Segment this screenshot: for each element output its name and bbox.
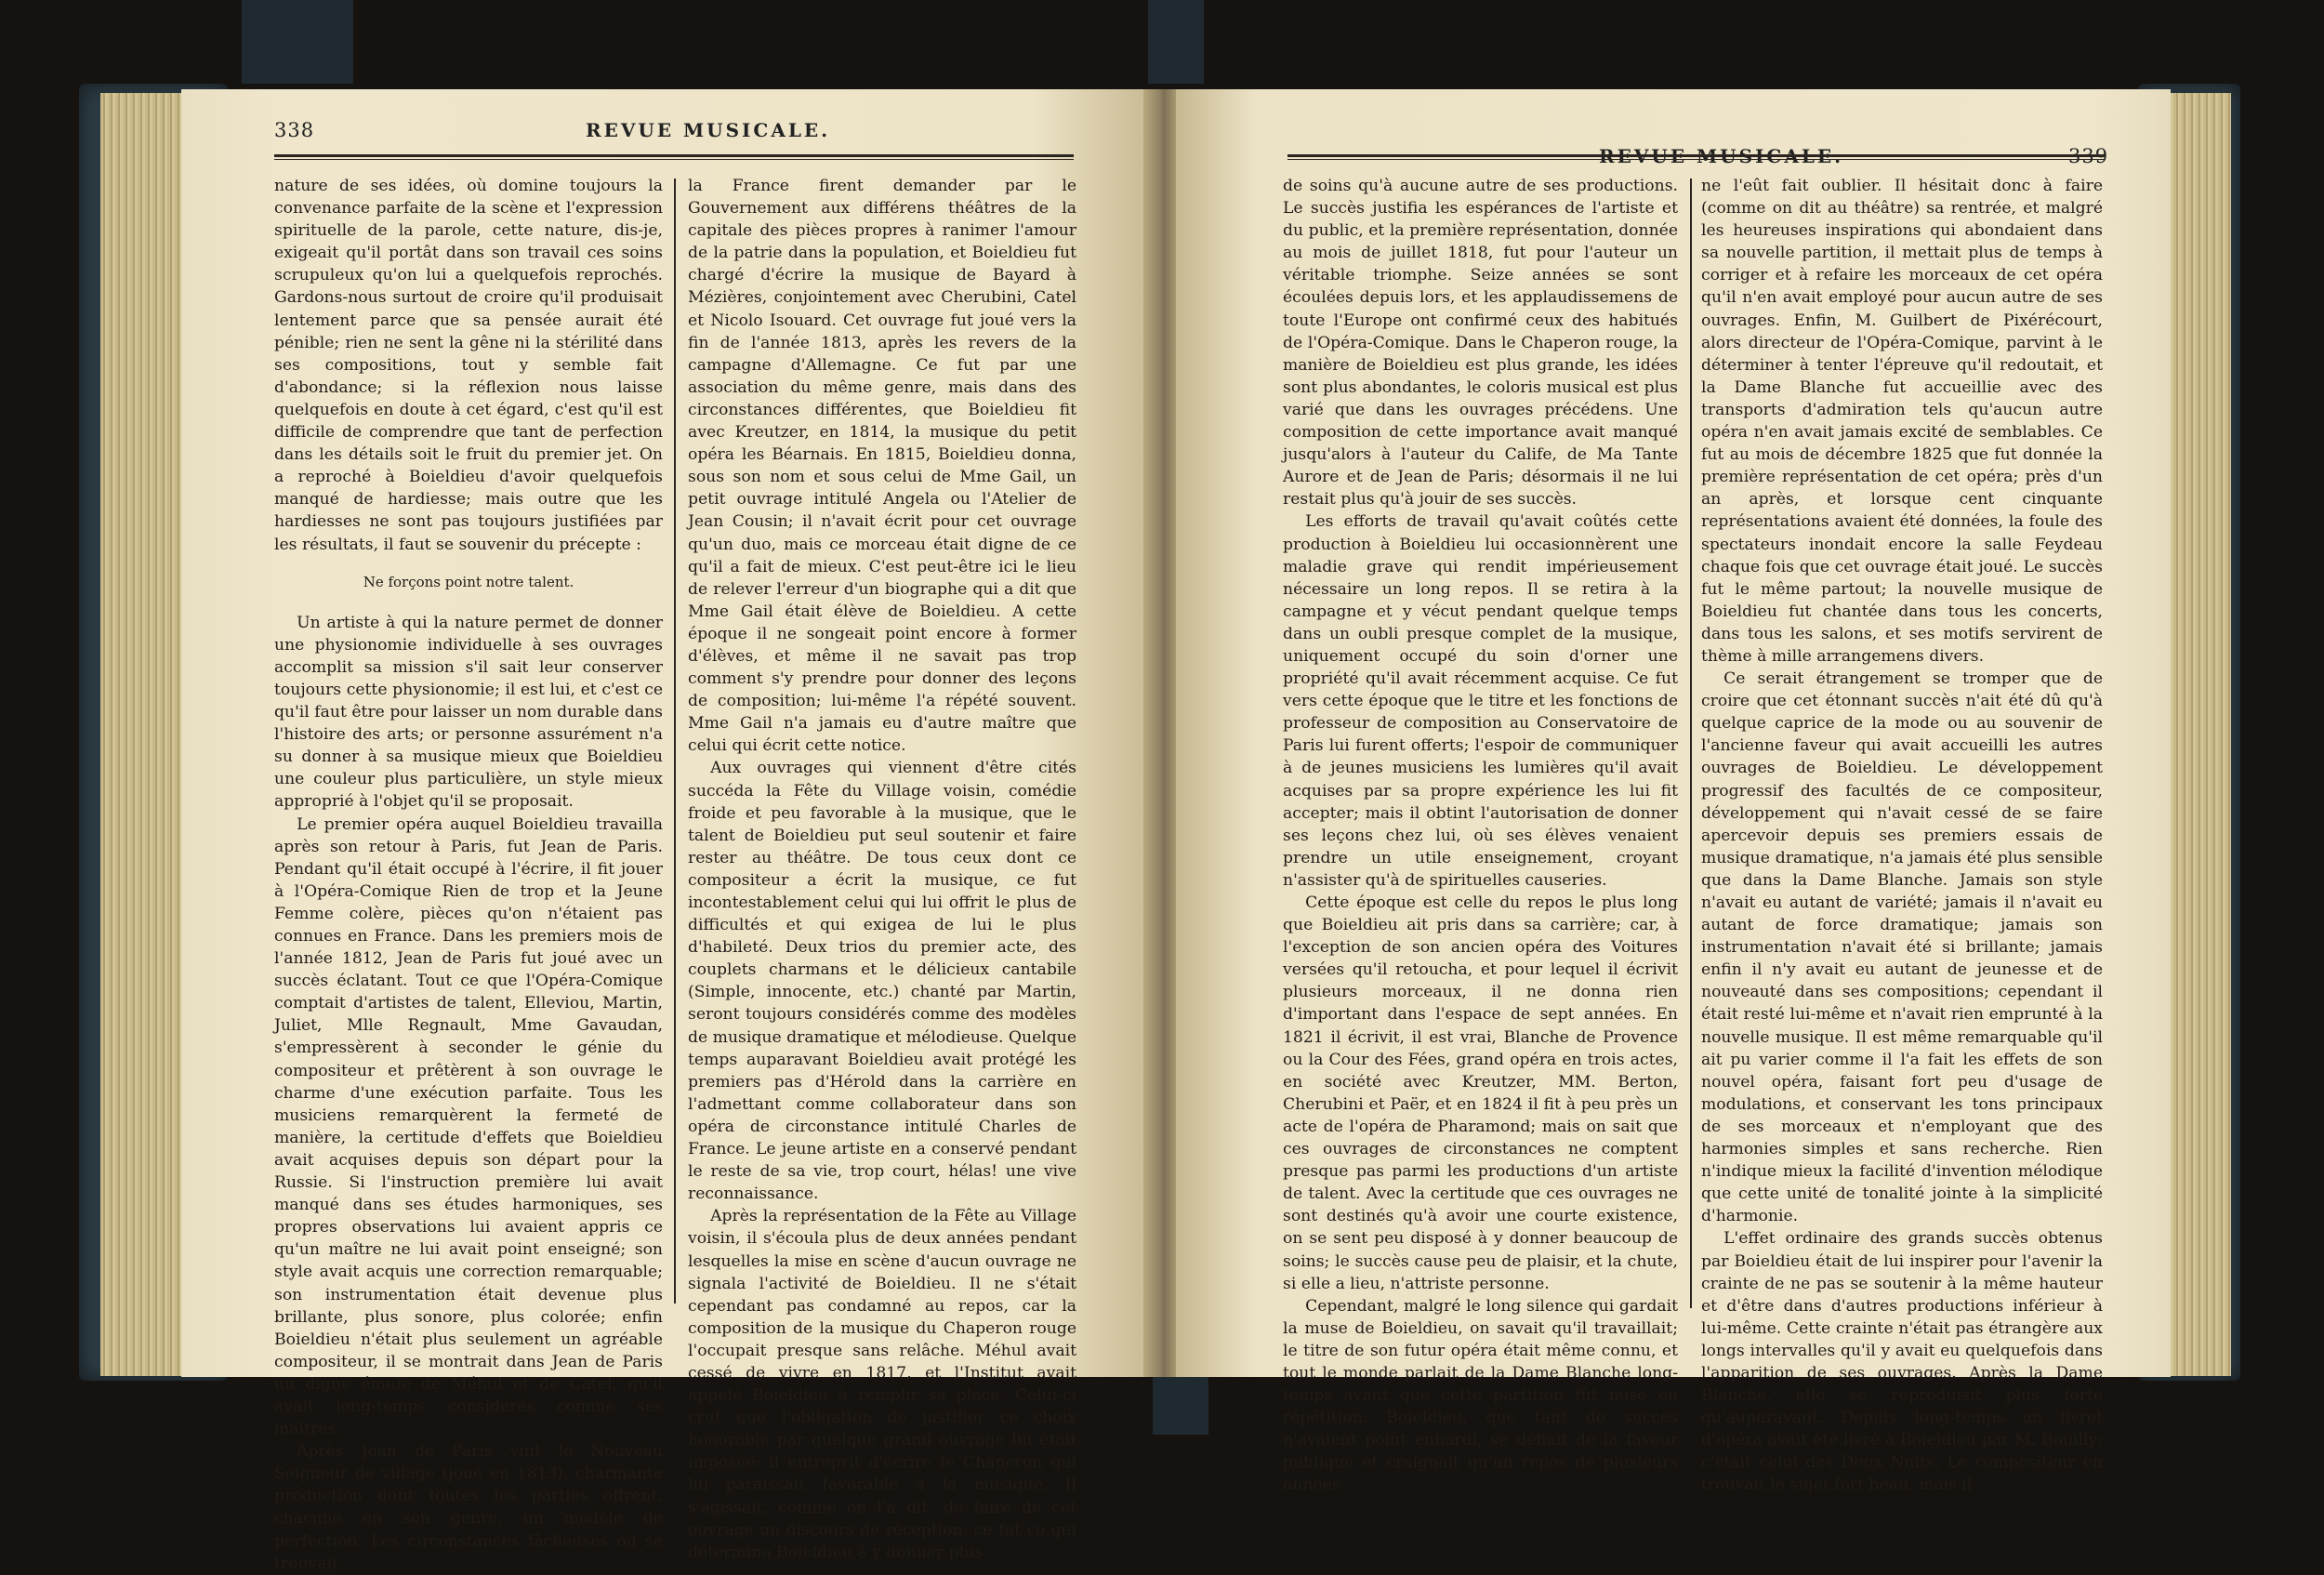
background-tape-center xyxy=(1148,0,1204,84)
right-column-1 xyxy=(1283,175,1678,1497)
right-page-header xyxy=(1176,115,2171,167)
left-page xyxy=(181,89,1148,1573)
quotation: Ne forçons point notre talent. xyxy=(363,573,574,590)
right-column-divider xyxy=(1690,179,1692,1308)
background-tape-bottom xyxy=(1153,1376,1208,1435)
paragraph: de soins qu'à aucune autre de ses productions. Le succès justifia les espérances de l'artiste et du public, et la première représentation, donnée au mois de juillet 1818, fut pour l'auteur un véritable triomphe. Seize années se sont écoulées depuis lors, et les applaudissemens de toute l'Europe ont confirmé ceux des habitués de l'Opéra-Comique. Dans le Chaperon rouge, la manière de Boieldieu est plus grande, les idées sont plus abondantes, le coloris musical est plus varié que dans les ouvrages précédens. Une composition de cette importance avait manqué jusqu'alors à l'auteur du Calife, de Ma Tante Aurore et de Jean de Paris; désormais il ne lui restait plus qu'à jouir de ses succès. xyxy=(1283,177,1678,510)
left-column-2 xyxy=(688,175,1076,1564)
page-edges-right xyxy=(2166,93,2231,1376)
page-edges-left xyxy=(100,93,184,1376)
paragraph: Ce serait étrangement se tromper que de croire que cet étonnant succès n'ait été dû qu'à quelque caprice de la mode ou au souvenir de l'ancienne faveur qui avait accueilli les autres ouvrages de Boieldieu. Le développement progressif des facultés de ce compositeur, développement qui n'avait cessé de se faire apercevoir depuis ses premiers essais de musique dramatique, n'a jamais été plus sensible que dans la Dame Blanche. Jamais son style n'avait eu autant de variété; jamais il n'avait eu autant de force dramatique; jamais son instrumentation n'avait été si brillante; jamais enfin il n'y avait eu autant de jeunesse et de nouveauté dans ses compositions; cependant il était resté lui-même et n'avait rien emprunté à la nouvelle musique. Il est même remarquable qu'il ait pu varier comme il l'a fait les effets de son nouvel opéra, faisant fort peu d'usage de modulations, et conservant les tons principaux de ses morceaux et n'employant que des harmonies simples et sans recherche. Rien n'indique mieux la facilité d'invention mélodique que cette unité de tonalité jointe à la simplicité d'harmonie. xyxy=(1701,669,2103,1226)
paragraph: la France firent demander par le Gouvernement aux différens théâtres de la capitale des pièces propres à ranimer l'amour de la patrie dans la population, et Boieldieu fut chargé d'écrire la musique de Bayard à Mézières, conjointement avec Cherubini, Catel et Nicolo Isouard. Cet ouvrage fut joué vers la fin de l'année 1813, après les revers de la campagne d'Allemagne. Ce fut par une association du même genre, mais dans des circonstances différentes, que Boieldieu fit avec Kreutzer, en 1814, la musique du petit opéra les Béarnais. En 1815, Boieldieu donna, sous son nom et sous celui de Mme Gail, un petit ouvrage intitulé Angela ou l'Atelier de Jean Cousin; il n'avait écrit pour cet ouvrage qu'un duo, mais ce morceau était digne de ce qu'il a fait de mieux. C'est peut-être ici le lieu de relever l'erreur d'un biographe qui a dit que Mme Gail était élève de Boieldieu. A cette époque il ne songeait point encore à former d'élèves, et même il ne savait pas trop comment s'y prendre pour donner des leçons de composition; lui-même l'a répété souvent. Mme Gail n'a jamais eu d'autre maître que celui qui écrit cette notice. xyxy=(688,177,1076,756)
book-gutter xyxy=(1143,89,1181,1377)
left-column-divider xyxy=(674,179,676,1304)
paragraph: Un artiste à qui la nature permet de donner une physionomie individuelle à ses ouvrages accomplit sa mission s'il sait leur conserver toujours cette physionomie; il est lui, et c'est ce qu'il faut être pour laisser un nom durable dans l'histoire des arts; or personne assurément n'a su donner à sa musique mieux que Boieldieu une couleur plus particulière, un style mieux approprié à l'objet qu'il se proposait. xyxy=(274,613,663,812)
paragraph: nature de ses idées, où domine toujours la convenance parfaite de la scène et l'expression spirituelle de la parole, cette nature, dis-je, exigeait qu'il portât dans son travail ces soins scrupuleux qu'on lui a quelquefois reprochés. Gardons-nous surtout de croire qu'il produisait lentement parce que sa pensée aurait été pénible; rien ne sent la gêne ni la stérilité dans ses compositions, tout y semble fait d'abondance; si la réflexion nous laisse quelquefois en doute à cet égard, c'est qu'il est difficile de comprendre que tant de perfection dans les détails soit le fruit du premier jet. On a reproché à Boieldieu d'avoir quelquefois manqué de hardiesse; mais outre que les hardiesses ne sont pas toujours justifiées par les résultats, il faut se souvenir du précepte : xyxy=(274,177,663,554)
right-running-title: REVUE MUSICALE. xyxy=(1599,145,1844,167)
left-page-number: 338 xyxy=(274,119,315,141)
paragraph: Après la représentation de la Fête au Village voisin, il s'écoula plus de deux années pendant lesquelles la mise en scène d'aucun ouvrage ne signala l'activité de Boieldieu. Il ne s'était cependant pas condamné au repos, car la composition de la musique du Chaperon rouge l'occupait presque sans relâche. Méhul avait cessé de vivre en 1817, et l'Institut avait appelé Boieldieu à remplir sa place. Celui-ci crut que l'obligation de justifier ce choix honorable par quelque grand ouvrage lui était imposée; il entreprit d'écrire le Chaperon qui lui paraissait favorable à la musique. Il s'agissait, comme on l'a dit, de faire de cet ouvrage un discours de réception; ce fut ce qui détermina Boieldieu à y donner plus xyxy=(688,1207,1076,1562)
right-column-2 xyxy=(1701,175,2103,1497)
right-page-number: 339 xyxy=(2068,145,2109,167)
paragraph: ne l'eût fait oublier. Il hésitait donc à faire (comme on dit au théâtre) sa rentrée, et malgré les heureuses inspirations qui abondaient dans sa nouvelle partition, il mettait plus de temps à corriger et à refaire les morceaux de cet opéra qu'il n'en avait employé pour aucun autre de ses ouvrages. Enfin, M. Guilbert de Pixérécourt, alors directeur de l'Opéra-Comique, parvint à le déterminer à tenter l'épreuve qu'il redoutait, et la Dame Blanche fut accueillie avec des transports d'admiration tels qu'aucun autre opéra n'en avait jamais excité de semblables. Ce fut au mois de décembre 1825 que fut donnée la première représentation de cet opéra; près d'un an après, et lorsque cent cinquante représentations avaient été données, la foule des spectateurs inondait encore la salle Feydeau chaque fois que cet ouvrage était joué. Le succès fut le même partout; la nouvelle musique de Boieldieu fut chantée dans tous les concerts, dans tous les salons, et ses motifs servirent de thème à mille arrangemens divers. xyxy=(1701,177,2103,666)
paragraph: Après Jean de Paris vint le Nouveau Seigneur de village (joué en 1813), charmante production dont toutes les parties offrent, chacune en son genre, un modèle de perfection. Les circonstances fâcheuses où se trouvait xyxy=(274,1442,663,1573)
paragraph: Les efforts de travail qu'avait coûtés cette production à Boieldieu lui occasionnèrent une maladie grave qui rendit impérieusement nécessaire un long repos. Il se retira à la campagne et y vécut pendant quelque temps dans un oubli presque complet de la musique, uniquement occupé du soin d'orner une propriété qu'il avait récemment acquise. Ce fut vers cette époque que le titre et les fonctions de professeur de composition au Conservatoire de Paris lui furent offerts; l'espoir de communiquer à de jeunes musiciens les lumières qu'il avait acquises par sa propre expérience les lui fit accepter; mais il obtint l'autorisation de donner ses leçons chez lui, où ses élèves venaient prendre un utile enseignement, croyant n'assister qu'à de spirituelles causeries. xyxy=(1283,512,1678,890)
paragraph: Aux ouvrages qui viennent d'être cités succéda la Fête du Village voisin, comédie froide et peu favorable à la musique, que le talent de Boieldieu put seul soutenir et faire rester au théâtre. De tous ceux dont ce compositeur a écrit la musique, ce fut incontestablement celui qui lui offrit le plus de difficultés et qui exigea de lui le plus d'habileté. Deux trios du premier acte, des couplets charmans et le délicieux cantabile (Simple, innocente, etc.) chanté par Martin, seront toujours considérés comme des modèles de musique dramatique et mélodieuse. Quelque temps auparavant Boieldieu avait protégé les premiers pas d'Hérold dans la carrière en l'admettant comme collaborateur dans son opéra de circonstance intitulé Charles de France. Le jeune artiste en a conservé pendant le reste de sa vie, trop court, hélas! une vive reconnaissance. xyxy=(688,759,1076,1204)
left-page-header xyxy=(181,115,1148,152)
left-header-rule xyxy=(274,154,1074,160)
left-running-title: REVUE MUSICALE. xyxy=(586,119,831,141)
paragraph: Cependant, malgré le long silence qui gardait la muse de Boieldieu, on savait qu'il travaillait; le titre de son futur opéra était même connu, et tout le monde parlait de la Dame Blanche long-temps avant que cette partition fût mise en répétition. Boieldieu, que tant de succès n'avaient point enhardi, se défiait de la faveur publique et craignait qu'un repos de plusieurs années xyxy=(1283,1296,1678,1495)
right-header-rule xyxy=(1287,154,2106,160)
paragraph: Cette époque est celle du repos le plus long que Boieldieu ait pris dans sa carrière; car, à l'exception de son ancien opéra des Voitures versées qu'il retoucha, et pour lequel il écrivit plusieurs morceaux, il ne donna rien d'important dans l'espace de sept années. En 1821 il écrivit, il est vrai, Blanche de Provence ou la Cour des Fées, grand opéra en trois actes, en société avec Kreutzer, MM. Berton, Cherubini et Paër, et en 1824 il fit à peu près un acte de l'opéra de Pharamond; mais on sait que ces ouvrages de circonstances ne comptent presque pas parmi les productions d'un artiste de talent. Avec la certitude que ces ouvrages ne sont destinés qu'à avoir une courte existence, on se sent peu disposé à y donner beaucoup de soins; le succès cause peu de plaisir, et la chute, si elle a lieu, n'attriste personne. xyxy=(1283,893,1678,1293)
paragraph: Le premier opéra auquel Boieldieu travailla après son retour à Paris, fut Jean de Paris. Pendant qu'il était occupé à l'écrire, il fit jouer à l'Opéra-Comique Rien de trop et la Jeune Femme colère, pièces qu'on n'étaient pas connues en France. Dans les premiers mois de l'année 1812, Jean de Paris fut joué avec un succès éclatant. Tout ce que l'Opéra-Comique comptait d'artistes de talent, Elleviou, Martin, Juliet, Mlle Regnault, Mme Gavaudan, s'empressèrent à seconder le génie du compositeur et prêtèrent à son ouvrage le charme d'une exécution parfaite. Tous les musiciens remarquèrent la fermeté de manière, la certitude d'effets que Boieldieu avait acquises depuis son départ pour la Russie. Si l'instruction première lui avait manqué dans ses études harmoniques, ses propres observations lui avaient appris ce qu'un maître ne lui avait point enseigné; son style avait acquis une correction remarquable; son instrumentation était devenue plus brillante, plus sonore, plus colorée; enfin Boieldieu n'était plus seulement un agréable compositeur, il se montrait dans Jean de Paris un digne émule de Méhul et de Catel, qu'il avait long-temps considérés comme ses maîtres. xyxy=(274,814,663,1439)
background-tape-left xyxy=(242,0,353,84)
right-page xyxy=(1176,89,2171,1495)
paragraph: L'effet ordinaire des grands succès obtenus par Boieldieu était de lui inspirer pour l'avenir la crainte de ne pas se soutenir à la même hauteur et d'être dans d'autres productions inférieur à lui-même. Cette crainte n'était pas étrangère aux longs intervalles qu'il y avait eu quelquefois dans l'apparition de ses ouvrages. Après la Dame Blanche, elle se reproduisit plus forte qu'auparavant. Depuis long-temps un livret d'opéra avait été livré à Boieldieu par M. Bouilly; c'était celui des Deux Nuits. Le compositeur en trouvait le sujet fort beau, mais il xyxy=(1701,1229,2103,1495)
left-column-1 xyxy=(274,175,663,1575)
